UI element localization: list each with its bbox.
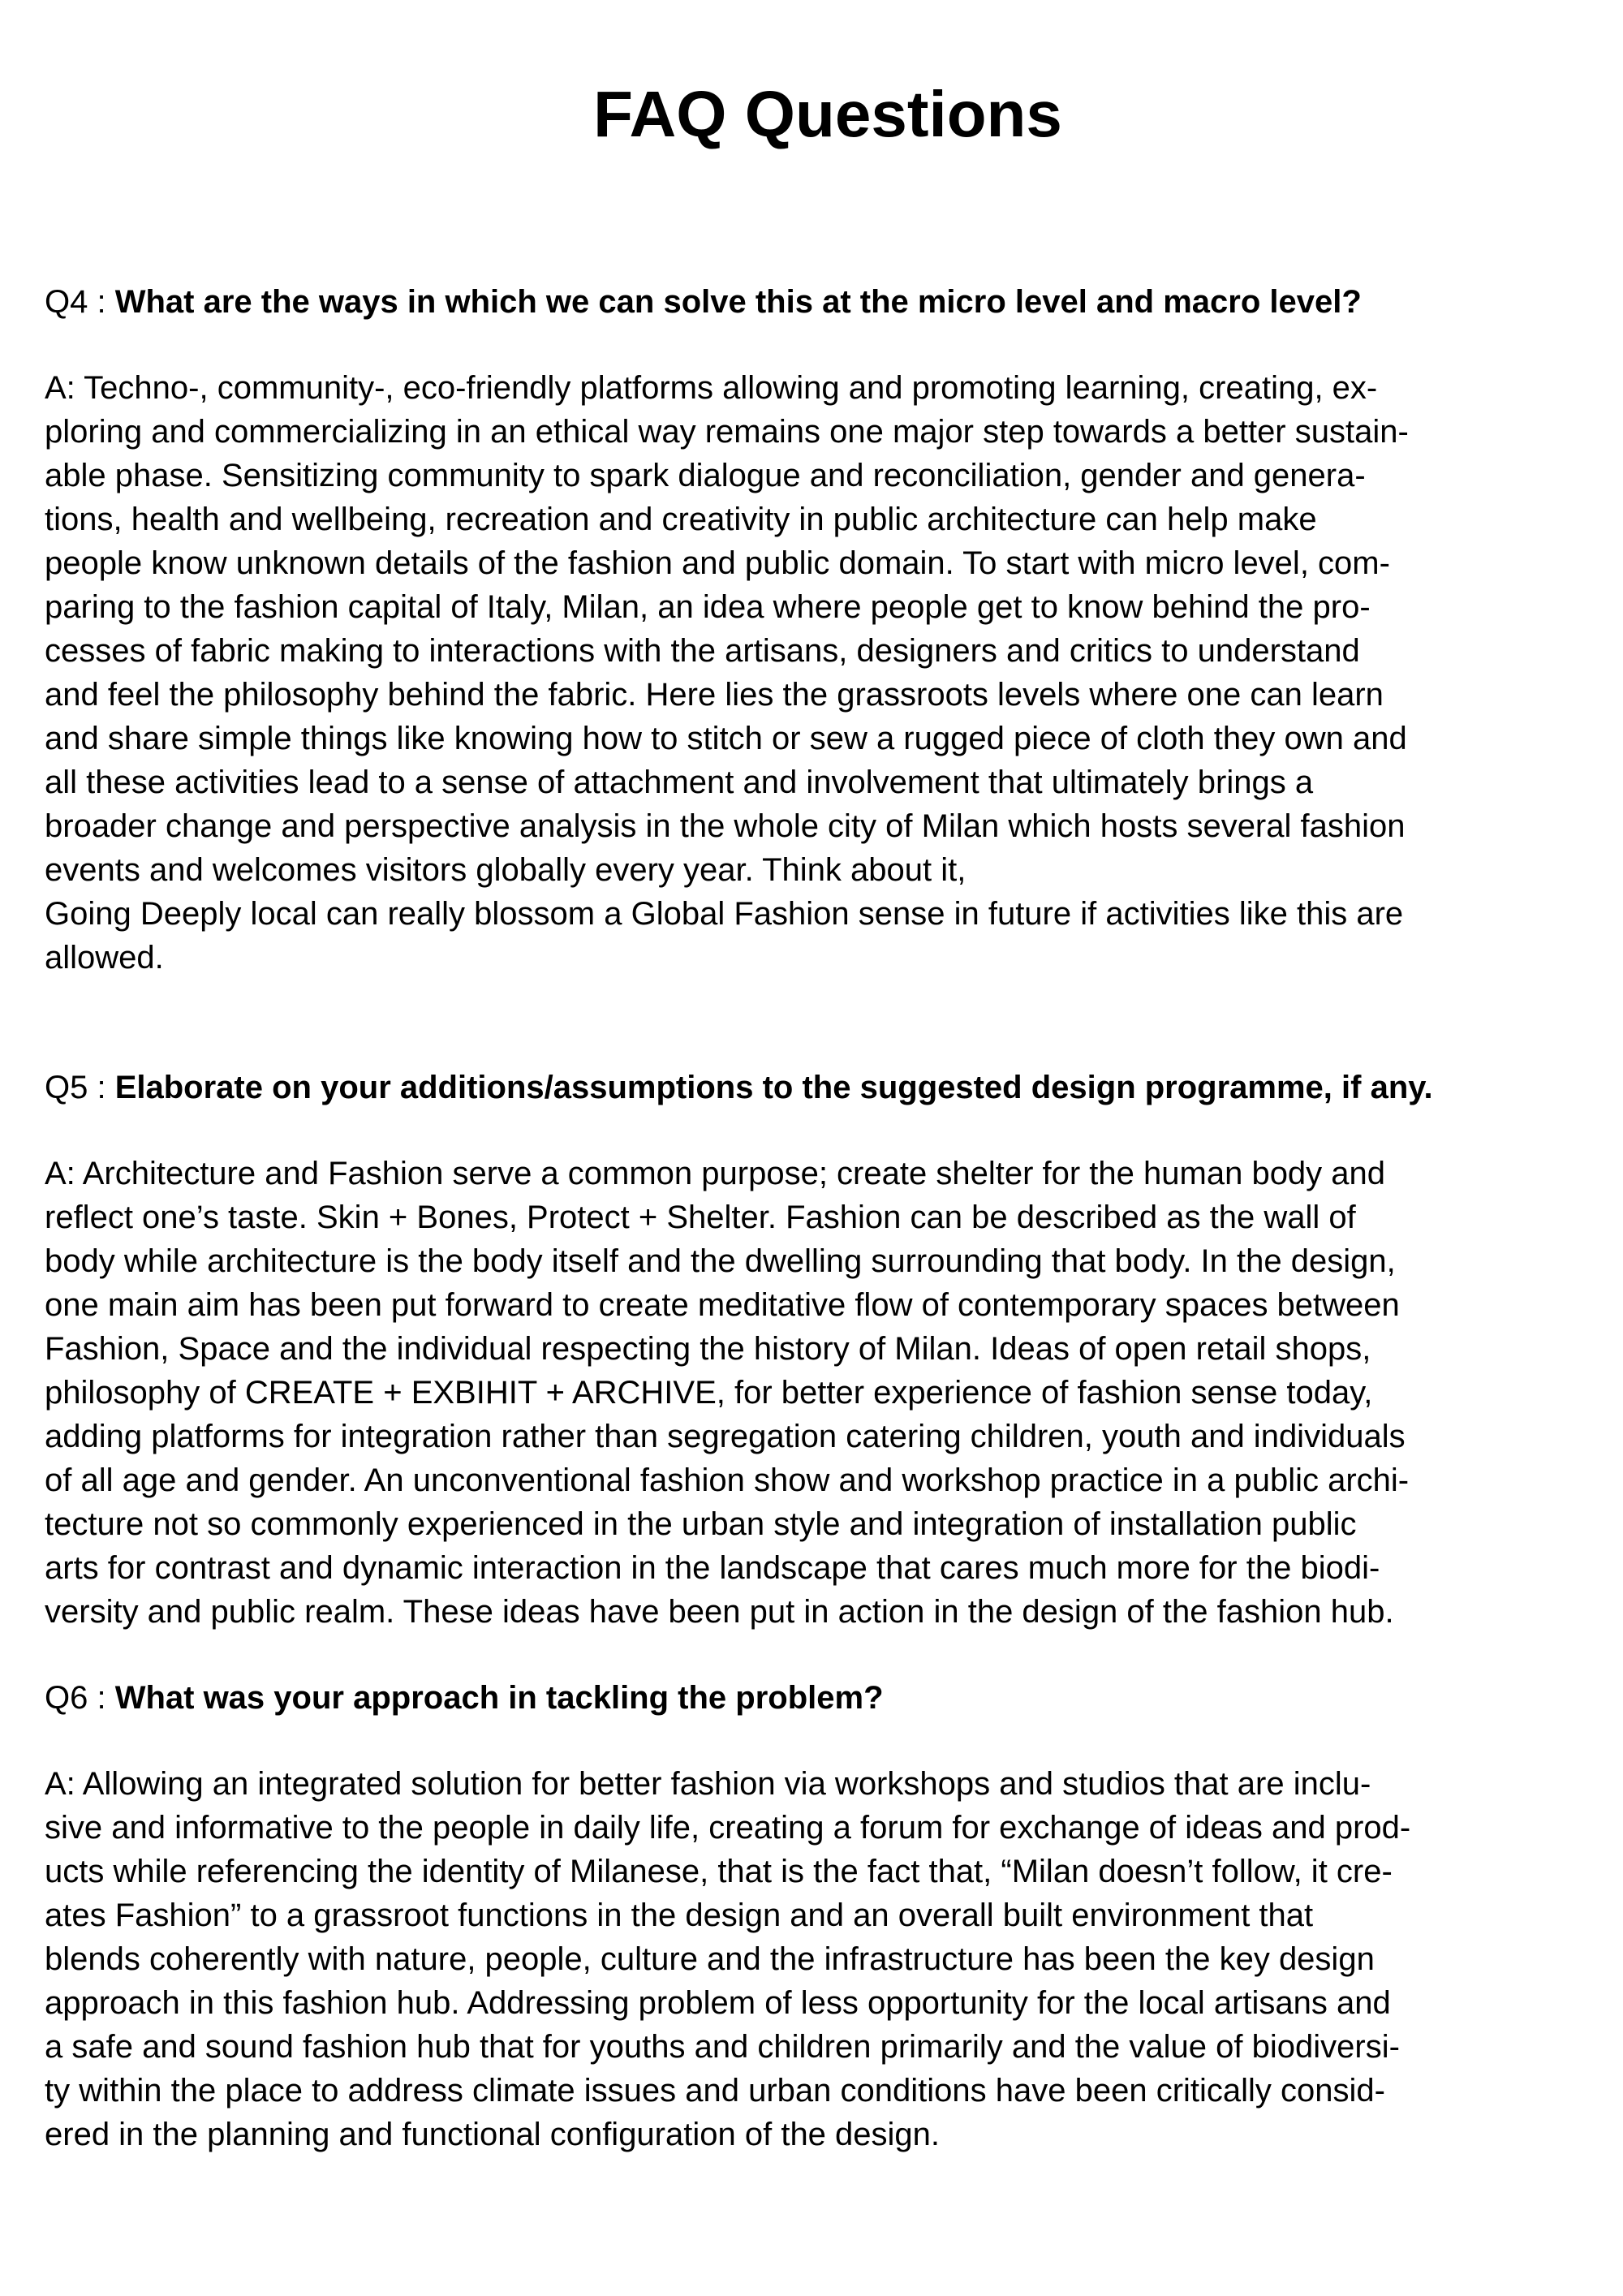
answer-line: reflect one’s taste. Skin + Bones, Protect + Shelter. Fashion can be described as the wall of [45, 1200, 1356, 1235]
question-text: Elaborate on your additions/assumptions to the suggested design programme, if any. [114, 1070, 1433, 1105]
answer-line: arts for contrast and dynamic interaction in the landscape that cares much more for the biodi- [45, 1550, 1380, 1586]
answer-q5 [45, 1152, 1578, 1634]
answer-line: able phase. Sensitizing community to spark dialogue and reconciliation, gender and genera- [45, 458, 1366, 493]
answer-line: philosophy of CREATE + EXBIHIT + ARCHIVE, for better experience of fashion sense today, [45, 1375, 1373, 1411]
answer-line: and feel the philosophy behind the fabric. Here lies the grassroots levels where one can learn [45, 677, 1384, 713]
question-label: Q6 : [45, 1680, 115, 1716]
answer-line: tecture not so commonly experienced in the urban style and integration of installation public [45, 1506, 1357, 1542]
question-q4 [45, 280, 1570, 324]
answer-line: Going Deeply local can really blossom a Global Fashion sense in future if activities like this are [45, 896, 1404, 932]
answer-line: tions, health and wellbeing, recreation and creativity in public architecture can help make [45, 502, 1317, 537]
answer-line: broader change and perspective analysis in the whole city of Milan which hosts several fashion [45, 808, 1406, 844]
answer-q4 [45, 366, 1578, 980]
question-text: What was your approach in tackling the problem? [114, 1680, 884, 1716]
answer-line: approach in this fashion hub. Addressing problem of less opportunity for the local artisans and [45, 1985, 1391, 2021]
answer-line: body while architecture is the body itself and the dwelling surrounding that body. In the design, [45, 1243, 1396, 1279]
faq-item-q6 [45, 1676, 1578, 2156]
answer-line: sive and informative to the people in daily life, creating a forum for exchange of ideas and prod- [45, 1810, 1411, 1846]
answer-line: a safe and sound fashion hub that for youths and children primarily and the value of biodiversi- [45, 2029, 1400, 2065]
page-title: FAQ Questions [593, 78, 1062, 150]
answer-line: ty within the place to address climate issues and urban conditions have been critically consid- [45, 2073, 1385, 2109]
faq-list [45, 280, 1578, 2156]
answer-line: ates Fashion” to a grassroot functions in the design and an overall built environment that [45, 1898, 1314, 1933]
answer-line: Fashion, Space and the individual respecting the history of Milan. Ideas of open retail shops, [45, 1331, 1371, 1367]
answer-line: all these activities lead to a sense of attachment and involvement that ultimately brings a [45, 765, 1314, 800]
answer-line: of all age and gender. An unconventional fashion show and workshop practice in a public archi- [45, 1462, 1410, 1498]
answer-line: and share simple things like knowing how to stitch or sew a rugged piece of cloth they own and [45, 721, 1407, 756]
answer-line: allowed. [45, 940, 164, 976]
answer-line: ucts while referencing the identity of Milanese, that is the fact that, “Milan doesn’t follow, it cre- [45, 1854, 1393, 1889]
faq-item-q5 [45, 1066, 1578, 1634]
answer-line: A: Architecture and Fashion serve a common purpose; create shelter for the human body and [45, 1156, 1386, 1191]
answer-line: blends coherently with nature, people, culture and the infrastructure has been the key design [45, 1941, 1375, 1977]
document-page [45, 0, 1578, 2156]
answer-line: A: Techno-, community-, eco-friendly platforms allowing and promoting learning, creating, ex- [45, 370, 1378, 406]
answer-q6 [45, 1762, 1578, 2156]
answer-line: people know unknown details of the fashion and public domain. To start with micro level, com- [45, 545, 1390, 581]
answer-line: cesses of fabric making to interactions with the artisans, designers and critics to understand [45, 633, 1360, 669]
answer-line: events and welcomes visitors globally every year. Think about it, [45, 852, 966, 888]
question-label: Q5 : [45, 1070, 115, 1105]
answer-line: paring to the fashion capital of Italy, Milan, an idea where people get to know behind the pro- [45, 589, 1371, 625]
answer-line: ploring and commercializing in an ethical way remains one major step towards a better sustain- [45, 414, 1409, 450]
question-label: Q4 : [45, 284, 115, 320]
answer-line: A: Allowing an integrated solution for better fashion via workshops and studios that are inclu- [45, 1766, 1371, 1802]
question-q6 [45, 1676, 1570, 1720]
answer-line: versity and public realm. These ideas have been put in action in the design of the fashion hub. [45, 1594, 1394, 1630]
answer-line: ered in the planning and functional configuration of the design. [45, 2117, 941, 2152]
answer-line: adding platforms for integration rather than segregation catering children, youth and individuals [45, 1419, 1406, 1454]
question-q5 [45, 1066, 1570, 1109]
question-text: What are the ways in which we can solve this at the micro level and macro level? [114, 284, 1362, 320]
answer-line: one main aim has been put forward to create meditative flow of contemporary spaces between [45, 1287, 1400, 1323]
faq-item-q4 [45, 280, 1578, 980]
